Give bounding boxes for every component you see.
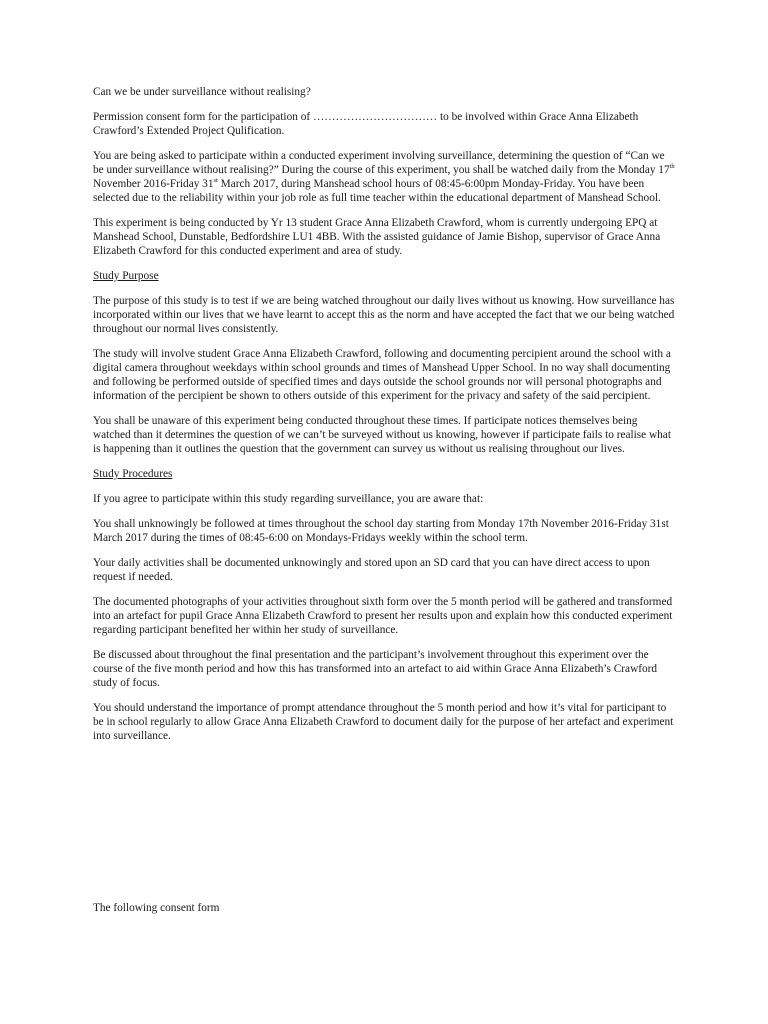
study-procedures-heading: Study Procedures xyxy=(93,468,173,480)
paragraph: Your daily activities shall be documented unknowingly and stored upon an SD card that you can have direct access to upon request if needed. xyxy=(93,557,650,583)
intro-paragraph xyxy=(93,149,675,205)
ordinal-suffix: th xyxy=(669,163,675,171)
permission-line xyxy=(93,110,675,138)
consent-form-line: The following consent form xyxy=(93,902,220,914)
document-body xyxy=(93,85,675,754)
paragraph: If you agree to participate within this study regarding surveillance, you are aware that: xyxy=(93,493,484,505)
paragraph: You should understand the importance of prompt attendance throughout the 5 month period and how it’s vital for participant to be in school regularly to allow Grace Anna Elizabeth Crawford to document daily for the purpose of her artefact and experiment into surveillance. xyxy=(93,702,674,742)
document-title: Can we be under surveillance without realising? xyxy=(93,86,311,98)
intro-text-2: November 2016-Friday 31 xyxy=(93,178,214,190)
paragraph: The documented photographs of your activities throughout sixth form over the 5 month period will be gathered and transformed into an artefact for pupil Grace Anna Elizabeth Crawford to present her results upon and explain how this conducted experiment regarding participant benefited her within her study of surveillance. xyxy=(93,596,673,636)
paragraph: The study will involve student Grace Anna Elizabeth Crawford, following and documenting percipient around the school with a digital camera throughout weekdays within school grounds and times of Manshead Upper School. In no way shall documenting and following be performed outside of specified times and days outside the school grounds nor will personal photographs and information of the percipient be shown to others outside of this experiment for the privacy and safety of the said percipient. xyxy=(93,348,671,402)
paragraph: You shall be unaware of this experiment being conducted throughout these times. If participate notices themselves being watched than it determines the question of we can’t be surveyed without us knowing, however if participate fails to realise what is happening than it outlines the question that the government can survey us without us realising throughout our lives. xyxy=(93,415,671,455)
permission-text-after: to be involved within Grace Anna Elizabeth Crawford’s Extended Project Qulification. xyxy=(93,111,639,137)
participant-name-blank: …………………………… xyxy=(312,111,438,123)
conducted-by-paragraph: This experiment is being conducted by Yr 13 student Grace Anna Elizabeth Crawford, whom is currently undergoing EPQ at Manshead School, Dunstable, Bedfordshire LU1 4BB. With the assisted guidance of Jamie Bishop, supervisor of Grace Anna Elizabeth Crawford for this conducted experiment and area of study. xyxy=(93,217,661,257)
permission-text-before: Permission consent form for the participation of xyxy=(93,111,313,123)
study-purpose-heading: Study Purpose xyxy=(93,270,159,282)
paragraph: You shall unknowingly be followed at times throughout the school day starting from Monday 17th November 2016-Friday 31st March 2017 during the times of 08:45-6:00 on Mondays-Fridays weekly within the school term. xyxy=(93,518,669,544)
paragraph: The purpose of this study is to test if we are being watched throughout our daily lives without us knowing. How surveillance has incorporated within our lives that we have learnt to accept this as the norm and have accepted the fact that we our being watched throughout our normal lives consistently. xyxy=(93,295,675,335)
intro-text-1: You are being asked to participate within a conducted experiment involving surveillance, determining the question of “Can we be under surveillance without realising?” During the course of this experiment, you shall be watched daily from the Monday 17 xyxy=(93,150,670,176)
ordinal-suffix: st xyxy=(213,177,218,185)
paragraph: Be discussed about throughout the final presentation and the participant’s involvement throughout this experiment over the course of the five month period and how this has transformed into an artefact to aid within Grace Anna Elizabeth’s Crawford study of focus. xyxy=(93,649,658,689)
intro-text-3: March 2017, during Manshead school hours of 08:45-6:00pm Monday-Friday. You have been selected due to the reliability within your job role as full time teacher within the educational department of Manshead School. xyxy=(93,178,661,204)
